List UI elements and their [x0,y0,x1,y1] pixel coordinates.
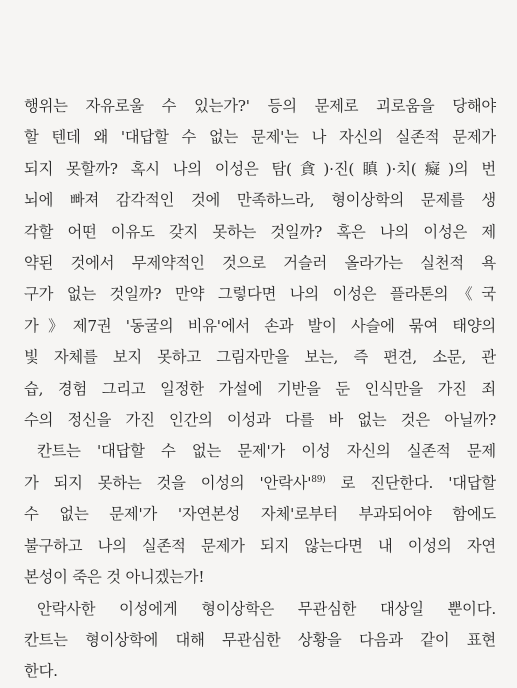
text-line: 할 텐데 왜 '대답할 수 없는 문제'는 나 자신의 실존적 문제가 [24,128,496,147]
text-line: 습, 경험 그리고 일정한 가설에 기반을 둔 인식만을 가진 죄 [24,379,496,398]
footnote-marker: 89) [311,474,326,485]
text-line: 안락사한 이성에게 형이상학은 무관심한 대상일 뿐이다. [37,599,496,618]
text-line: 칸트는 형이상학에 대해 무관심한 상황을 다음과 같이 표현 [24,630,496,649]
text-line: 수의 정신을 가진 인간의 이성과 다를 바 없는 것은 아닐까? [24,411,496,430]
text-line: 가》제7권 '동굴의 비유'에서 손과 발이 사슬에 묶여 태양의 [24,316,496,335]
text-line: 한다. [24,662,58,681]
text-segment: 로 진단한다. '대답할 [340,473,496,492]
paragraph-3 [24,594,496,688]
paragraph-2 [24,436,496,593]
text-line: 빛 자체를 보지 못하고 그림자만을 보는, 즉 편견, 소문, 관 [24,348,496,367]
text-line: 각할 어떤 이유도 갖지 못하는 것일까? 혹은 나의 이성은 제 [24,222,496,241]
text-line: 약된 것에서 무제약적인 것으로 거슬러 올라가는 실천적 욕 [24,254,496,273]
paragraph-1 [24,91,496,436]
text-line: 수 없는 문제'가 '자연본성 자체'로부터 부과되어야 함에도 [24,505,496,524]
text-line: 불구하고 나의 실존적 문제가 되지 않는다면 내 이성의 자연 [24,536,496,555]
text-line: 구가 없는 것일까? 만약 그렇다면 나의 이성은 플라톤의《국 [24,285,496,304]
text-line: 칸트는 '대답할 수 없는 문제'가 이성 자신의 실존적 문제 [37,442,496,461]
text-line: 행위는 자유로울 수 있는가?' 등의 문제로 괴로움을 당해야 [24,97,496,115]
text-line: 뇌에 빠져 감각적인 것에 만족하느라, 형이상학의 문제를 생 [24,191,496,210]
text-line: 본성이 죽은 것 아니겠는가! [24,568,205,587]
text-line-with-footnote [24,468,496,499]
text-segment: 가 되지 못하는 것을 이성의 '안락사' [24,473,312,492]
text-line: 되지 못할까? 혹시 나의 이성은 탐(貪)·진(瞋)·치(癡)의 번 [24,159,496,178]
body-text [24,91,496,688]
